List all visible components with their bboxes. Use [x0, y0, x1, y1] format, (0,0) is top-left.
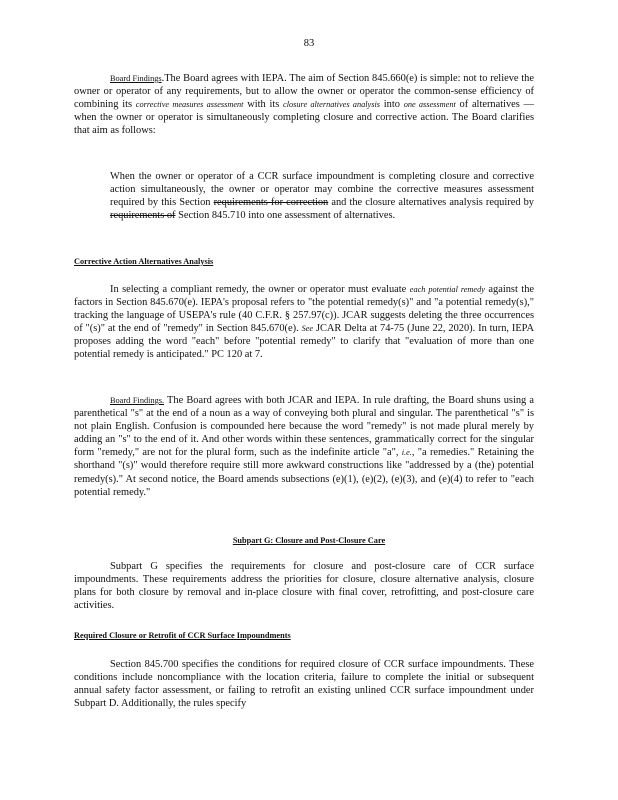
block-quote-845-660: When the owner or operator of a CCR surface impoundment is completing closure and corrective action simultaneously, the owner or operator may combine the corrective measures assessment required by this Section requirements for correction and the closure alternatives analysis required by requirements of Section 845.710 into one assessment of alternatives.: [110, 171, 534, 222]
paragraph-board-findings-1: Board Findings.The Board agrees with IEPA. The aim of Section 845.660(e) is simple: not to relieve the owner or operator of any requirements, but to allow the owner or operator the common-sense efficiency of combining its corrective measures assessment with its closure alternatives analysis into one assessment of alternatives — when the owner or operator is simultaneously completing closure and corrective action. The Board clarifies that aim as follows:: [74, 73, 534, 137]
board-findings-label: Board Findings: [110, 74, 162, 83]
deleted-text: requirements of: [110, 210, 176, 222]
section-heading-subpart-g: Subpart G: Closure and Post-Closure Care: [232, 536, 386, 545]
deleted-text: requirements for correction: [213, 197, 329, 209]
paragraph-required-closure: Section 845.700 specifies the conditions for required closure of CCR surface impoundments. These conditions include noncompliance with the location criteria, failure to complete the initial or subsequent annual safety factor assessment, or failing to retrofit an existing unlined CCR surface impoundment under Subpart D. Additionally, the rules specify: [74, 659, 534, 710]
section-heading-corrective-action: Corrective Action Alternatives Analysis: [74, 257, 214, 266]
page-number: 83: [303, 38, 315, 49]
paragraph-board-findings-2: Board Findings. The Board agrees with both JCAR and IEPA. In rule drafting, the Board shuns using a parenthetical "s" at the end of a noun as a way of conveying both plural and singular. The parenthetical "s" is not plain English. Confusion is compounded here because the word "remedy" is not made plural merely by adding an "s" to the end of it. And other words within these sentences, grammatically correct for the singular form "remedy," are not for the plural form, such as the indefinite article "a", i.e., "a remedies." Retaining the shorthand "(s)" would therefore require still more awkward constructions like "addressed by a (the) potential remedy(s)." At second notice, the Board amends subsections (e)(1), (e)(2), (e)(3), and (e)(4) to refer to "each potential remedy.": [74, 395, 535, 498]
section-heading-required-closure: Required Closure or Retrofit of CCR Surface Impoundments: [74, 631, 291, 640]
paragraph-subpart-g: Subpart G specifies the requirements for closure and post-closure care of CCR surface impoundments. These requirements address the priorities for closure, closure alternative analysis, closure plans for both closure by removal and in-place closure with final cover, retrofitting, and post-closure care activities.: [74, 561, 534, 612]
paragraph-corrective-action: In selecting a compliant remedy, the owner or operator must evaluate each potential remedy against the factors in Section 845.670(e). IEPA's proposal refers to "the potential remedy(s)" and "a potential remedy(s)," tracking the language of USEPA's rule (40 C.F.R. § 257.97(c)). JCAR suggests deleting the three occurrences of "(s)" at the end of "remedy" in Section 845.670(e). See JCAR Delta at 74-75 (June 22, 2020). In turn, IEPA proposes adding the word "each" before "potential remedy" to clarify that "evaluation of more than one potential remedy is anticipated." PC 120 at 7.: [74, 284, 535, 361]
board-findings-label: Board Findings.: [110, 396, 165, 405]
